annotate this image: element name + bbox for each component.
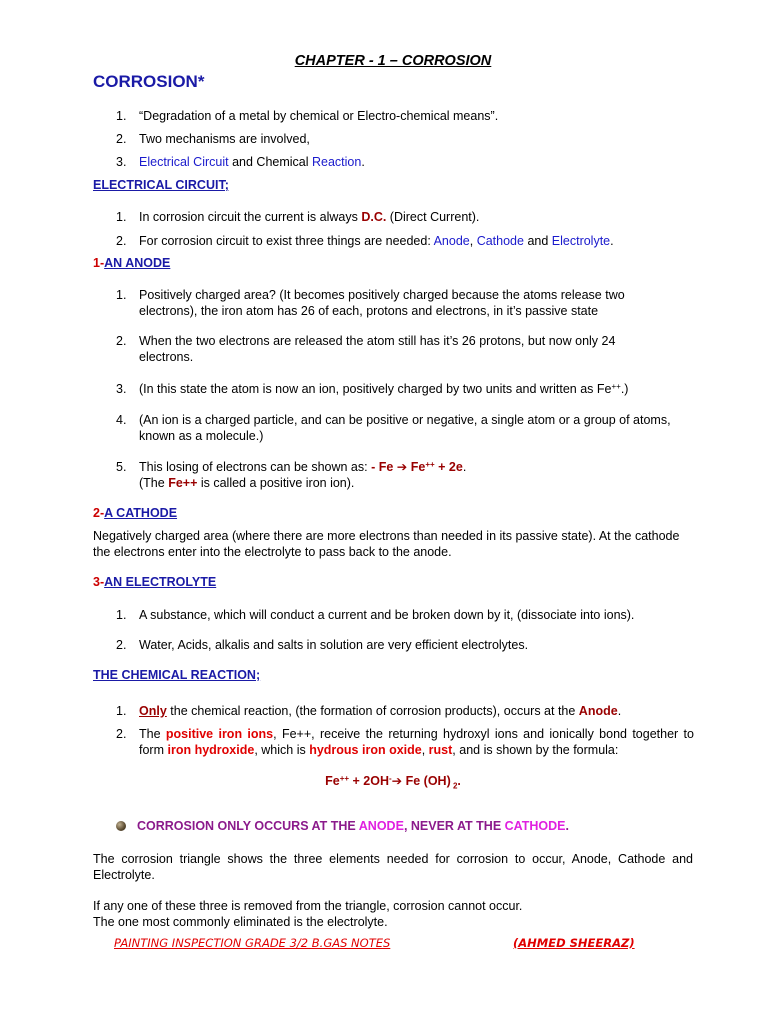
term-anode: ANODE	[358, 819, 404, 833]
term-hydrous-iron-oxide: hydrous iron oxide	[309, 743, 422, 757]
text-fragment: ,	[469, 234, 477, 248]
section-heading-chemical-reaction: THE CHEMICAL REACTION;	[93, 668, 261, 682]
term-cathode: Cathode	[476, 234, 524, 248]
text-fragment: .	[361, 155, 365, 169]
cathode-paragraph: Negatively charged area (where there are more electrons than needed in its passive state). At the cathode the electrons enter into the electrolyte to pass back to the anode.	[93, 529, 680, 559]
superscript: ++	[611, 382, 621, 391]
term-anode: Anode	[433, 234, 470, 248]
section-heading-cathode	[93, 506, 177, 520]
text-fragment: .	[617, 704, 622, 718]
text-fragment: + 2e	[434, 460, 463, 474]
text-fragment: CORROSION ONLY OCCURS AT THE	[137, 819, 359, 833]
text-fragment: ,	[421, 743, 429, 757]
list-number: 4.	[116, 413, 127, 427]
text-fragment: (The	[139, 476, 169, 490]
text-fragment: + 2OH	[349, 774, 389, 788]
section-heading-electrical-circuit: ELECTRICAL CIRCUIT;	[93, 178, 229, 192]
section-title: A CATHODE	[104, 506, 178, 520]
list-text	[139, 726, 694, 758]
text-fragment: In corrosion circuit the current is always	[139, 210, 362, 224]
text-fragment: The	[139, 727, 166, 741]
bullet-icon	[116, 821, 126, 831]
list-text: “Degradation of a metal by chemical or Electro-chemical means”.	[139, 109, 499, 123]
arrow-right-icon: ➔	[391, 774, 403, 788]
list-number: 3.	[116, 155, 127, 169]
footer-left: PAINTING INSPECTION GRADE 3/2 B.GAS NOTES	[114, 936, 391, 950]
subscript: 2	[450, 781, 458, 791]
list-text: Two mechanisms are involved,	[139, 132, 310, 146]
text-fragment: , and is shown by the formula:	[452, 743, 619, 757]
term-electrical-circuit: Electrical Circuit	[139, 155, 229, 169]
section-heading-anode	[93, 256, 170, 270]
list-text	[139, 233, 694, 249]
key-statement	[116, 819, 569, 833]
list-text	[139, 459, 694, 491]
section-title: AN ELECTROLYTE	[104, 575, 217, 589]
superscript: -	[388, 774, 392, 783]
text-fragment: Fe	[325, 774, 340, 788]
term-dc: D.C.	[361, 210, 387, 224]
text-fragment: Fe (OH)	[402, 774, 451, 788]
chapter-title: CHAPTER - 1 – CORROSION	[294, 53, 492, 69]
formula-electron-loss	[371, 460, 463, 474]
list-number: 5.	[116, 460, 127, 474]
text-fragment: the chemical reaction, (the formation of corrosion products), occurs at the	[166, 704, 579, 718]
term-electrolyte: Electrolyte	[551, 234, 611, 248]
text-fragment: Fe	[407, 460, 426, 474]
list-text: Water, Acids, alkalis and salts in solution are very efficient electrolytes.	[139, 638, 529, 652]
term-positive-iron-ions: positive iron ions	[165, 727, 274, 741]
list-text	[139, 381, 694, 397]
removal-line-1: If any one of these three is removed from the triangle, corrosion cannot occur.	[93, 899, 523, 913]
text-fragment: and Chemical	[228, 155, 312, 169]
list-number: 1.	[116, 210, 127, 224]
text-fragment: (In this state the atom is now an ion, positively charged by two units and written as Fe	[139, 382, 612, 396]
superscript: ++	[339, 774, 350, 783]
section-heading-electrolyte	[93, 575, 216, 589]
section-number: 3-	[93, 575, 105, 589]
section-title: AN ANODE	[104, 256, 171, 270]
list-text	[139, 209, 694, 225]
text-fragment: , which is	[254, 743, 310, 757]
footer-right: (AHMED SHEERAZ)	[513, 936, 635, 950]
term-cathode: CATHODE	[504, 819, 566, 833]
removal-line-2: The one most commonly eliminated is the electrolyte.	[93, 915, 388, 929]
text-fragment: .	[565, 819, 570, 833]
rust-formula	[0, 773, 768, 791]
superscript: ++	[425, 460, 435, 469]
main-heading: CORROSION*	[93, 72, 205, 91]
list-text: When the two electrons are released the atom still has it’s 26 protons, but now only 24 electrons.	[139, 334, 616, 364]
list-text: Positively charged area? (It becomes positively charged because the atoms release two electrons), the iron atom has 26 of each, protons and electrons, in it’s passive state	[139, 288, 625, 318]
list-number: 1.	[116, 109, 127, 123]
list-number: 2.	[116, 727, 127, 741]
text-fragment: For corrosion circuit to exist three things are needed:	[139, 234, 434, 248]
text-fragment: , NEVER AT THE	[403, 819, 505, 833]
text-fragment: (Direct Current).	[386, 210, 480, 224]
text-fragment: .	[457, 774, 461, 788]
triangle-paragraph: The corrosion triangle shows the three elements needed for corrosion to occur, Anode, Cathode and Electrolyte.	[93, 852, 693, 882]
list-text: (An ion is a charged particle, and can be positive or negative, a single atom or a group of atoms, known as a molecule.)	[139, 413, 671, 443]
text-fragment: , Fe++, receive the returning hydroxyl ions and ionically bond together to form	[139, 727, 694, 757]
text-fragment: .	[610, 234, 614, 248]
list-number: 1.	[116, 608, 127, 622]
arrow-right-icon: ➔	[396, 460, 408, 474]
text-fragment: and	[523, 234, 552, 248]
term-reaction: Reaction	[311, 155, 362, 169]
text-fragment: is called a positive iron ion).	[197, 476, 355, 490]
text-fragment: .)	[620, 382, 629, 396]
term-fe-ion: Fe++	[168, 476, 198, 490]
term-iron-hydroxide: iron hydroxide	[167, 743, 255, 757]
text-fragment: - Fe	[371, 460, 397, 474]
list-text: A substance, which will conduct a current and be broken down by it, (dissociate into ions).	[139, 608, 635, 622]
list-number: 1.	[116, 288, 127, 302]
term-anode: Anode	[578, 704, 618, 718]
list-text	[139, 703, 694, 719]
list-number: 2.	[116, 638, 127, 652]
term-only: Only	[139, 704, 167, 718]
section-number: 2-	[93, 506, 105, 520]
list-number: 3.	[116, 382, 127, 396]
list-number: 2.	[116, 334, 127, 348]
list-number: 2.	[116, 234, 127, 248]
list-text	[139, 154, 694, 170]
list-number: 1.	[116, 704, 127, 718]
section-number: 1-	[93, 256, 105, 270]
text-fragment: .	[462, 460, 467, 474]
term-rust: rust	[428, 743, 453, 757]
list-number: 2.	[116, 132, 127, 146]
text-fragment: This losing of electrons can be shown as:	[139, 460, 372, 474]
